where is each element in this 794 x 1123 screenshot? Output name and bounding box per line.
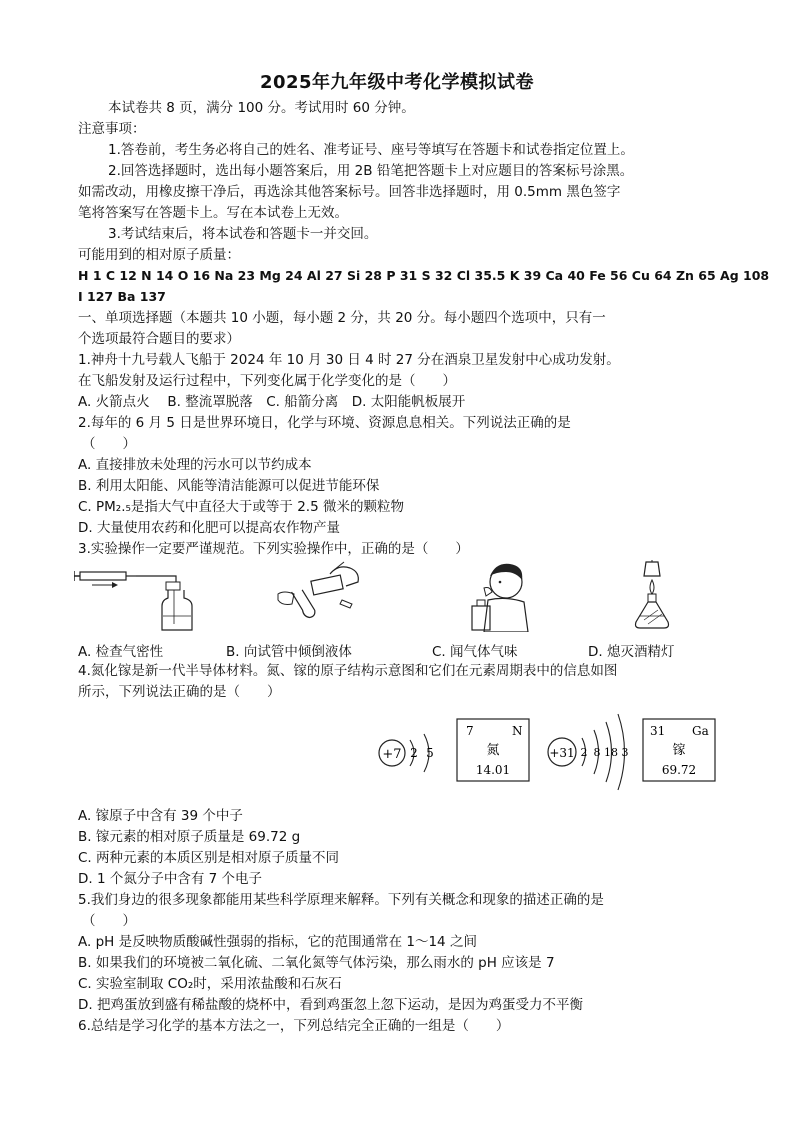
gallium-atomic-number: 31 [650, 724, 666, 738]
gallium-symbol: Ga [692, 724, 709, 738]
gallium-shell-2: 8 [593, 746, 601, 759]
question-4-option-c: C. 两种元素的本质区别是相对原子质量不同 [78, 850, 340, 866]
notice-item-2-cont2: 笔将答案写在答题卡上。写在本试卷上无效。 [78, 205, 348, 221]
nitrogen-element-cell [456, 718, 532, 784]
question-1-stem: 1.神舟十九号载人飞船于 2024 年 10 月 30 日 4 时 27 分在酒泉卫星发射中心成功发射。 [78, 352, 620, 368]
notice-item-3: 3.考试结束后，将本试卷和答题卡一并交回。 [108, 226, 378, 242]
airtightness-check-figure [74, 560, 204, 632]
gallium-element-cell [642, 718, 718, 784]
gallium-shell-4: 3 [621, 746, 629, 759]
page-title: 2025年九年级中考化学模拟试卷 [259, 72, 535, 93]
nitrogen-nucleus-charge: +7 [382, 747, 402, 762]
atomic-mass-list: H 1 C 12 N 14 O 16 Na 23 Mg 24 Al 27 Si 28 P 31 S 32 Cl 35.5 K 39 Ca 40 Fe 56 Cu 64 Zn 65 Ag 108 [78, 268, 770, 283]
question-4-option-d: D. 1 个氮分子中含有 7 个电子 [78, 871, 263, 887]
question-1-options: A. 火箭点火 B. 整流罩脱落 C. 船箭分离 D. 太阳能帆板展开 [78, 394, 466, 410]
question-5-option-c: C. 实验室制取 CO₂时，采用浓盐酸和石灰石 [78, 976, 342, 992]
question-2-option-b: B. 利用太阳能、风能等清洁能源可以促进节能环保 [78, 478, 380, 494]
nitrogen-atomic-mass: 14.01 [475, 763, 511, 777]
section-heading: 一、单项选择题（本题共 10 小题，每小题 2 分，共 20 分。每小题四个选项中，只有一 [78, 310, 606, 326]
question-4-option-b: B. 镓元素的相对原子质量是 69.72 g [78, 829, 301, 845]
question-3-option-b: B. 向试管中倾倒液体 [226, 644, 352, 660]
question-2-option-c: C. PM₂.₅是指大气中直径大于或等于 2.5 微米的颗粒物 [78, 499, 404, 515]
notice-item-1: 1.答卷前，考生务必将自己的姓名、准考证号、座号等填写在答题卡和试卷指定位置上。 [108, 142, 634, 158]
nitrogen-atomic-number: 7 [466, 724, 474, 738]
question-5-stem: 5.我们身边的很多现象都能用某些科学原理来解释。下列有关概念和现象的描述正确的是 [78, 892, 604, 908]
gallium-nucleus-charge: +31 [549, 746, 575, 760]
gallium-atom-structure [544, 708, 638, 792]
nitrogen-shell-1: 2 [410, 746, 418, 760]
question-3-option-c: C. 闻气体气味 [432, 644, 518, 660]
question-2-option-a: A. 直接排放未处理的污水可以节约成本 [78, 457, 312, 473]
nitrogen-shell-2: 5 [426, 746, 434, 760]
notice-heading: 注意事项： [78, 121, 146, 137]
nitrogen-symbol: N [512, 724, 523, 738]
gallium-name: 镓 [672, 743, 686, 758]
question-5-option-a: A. pH 是反映物质酸碱性强弱的指标，它的范围通常在 1～14 之间 [78, 934, 477, 950]
nitrogen-name: 氮 [486, 743, 500, 758]
pour-liquid-figure [272, 560, 372, 632]
gallium-shell-1: 2 [580, 746, 588, 759]
exam-intro: 本试卷共 8 页，满分 100 分。考试用时 60 分钟。 [108, 100, 415, 116]
question-4-stem: 4.氮化镓是新一代半导体材料。氮、镓的原子结构示意图和它们在元素周期表中的信息如图 [78, 663, 618, 679]
atomic-mass-list-cont: I 127 Ba 137 [78, 289, 166, 304]
question-3-stem: 3.实验操作一定要严谨规范。下列实验操作中，正确的是（ ） [78, 541, 469, 557]
question-2-stem-cont: （ ） [82, 436, 136, 452]
notice-item-2-cont: 如需改动，用橡皮擦干净后，再选涂其他答案标号。回答非选择题时，用 0.5mm 黑色签字 [78, 184, 621, 200]
section-heading-cont: 个选项最符合题目的要求） [78, 331, 240, 347]
notice-item-2: 2.回答选择题时，选出每小题答案后，用 2B 铅笔把答题卡上对应题目的答案标号涂黑。 [108, 163, 634, 179]
question-4-stem-cont: 所示，下列说法正确的是（ ） [78, 684, 281, 700]
nitrogen-atom-structure [374, 718, 450, 788]
question-5-option-b: B. 如果我们的环境被二氧化硫、二氧化氮等气体污染，那么雨水的 pH 应该是 7 [78, 955, 555, 971]
question-3-option-d: D. 熄灭酒精灯 [588, 644, 675, 660]
atomic-mass-heading: 可能用到的相对原子质量： [78, 247, 240, 263]
question-2-stem: 2.每年的 6 月 5 日是世界环境日，化学与环境、资源息息相关。下列说法正确的是 [78, 415, 571, 431]
question-5-option-d: D. 把鸡蛋放到盛有稀盐酸的烧杯中，看到鸡蛋忽上忽下运动，是因为鸡蛋受力不平衡 [78, 997, 583, 1013]
question-5-stem-cont: （ ） [82, 913, 136, 929]
question-2-option-d: D. 大量使用农药和化肥可以提高农作物产量 [78, 520, 340, 536]
question-1-stem-cont: 在飞船发射及运行过程中，下列变化属于化学变化的是（ ） [78, 373, 456, 389]
question-3-option-a: A. 检查气密性 [78, 644, 164, 660]
gallium-shell-3: 18 [604, 746, 618, 759]
smell-gas-figure [470, 560, 534, 632]
question-4-option-a: A. 镓原子中含有 39 个中子 [78, 808, 243, 824]
alcohol-lamp-figure [628, 560, 676, 632]
gallium-atomic-mass: 69.72 [661, 763, 697, 777]
question-6-stem: 6.总结是学习化学的基本方法之一，下列总结完全正确的一组是（ ） [78, 1018, 510, 1034]
